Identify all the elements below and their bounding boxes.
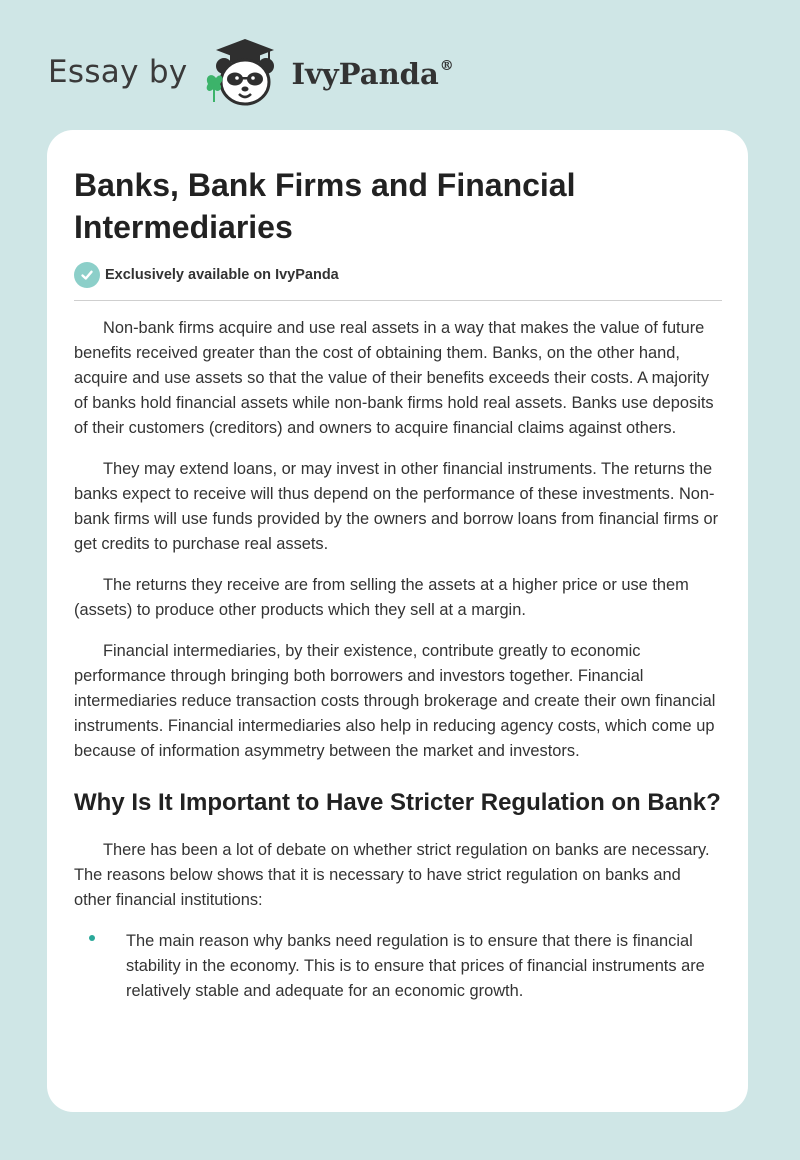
- exclusive-badge: [74, 260, 722, 290]
- section-heading: Why Is It Important to Have Stricter Regulation on Bank?: [74, 789, 721, 816]
- essay-by-label: Essay by: [48, 54, 188, 90]
- list-item-text: The main reason why banks need regulation is to ensure that there is financial stability in the economy. This is to ensure that prices of financial instruments are relatively stable and adequate for an economic growth.: [126, 932, 705, 1000]
- essay-title: Banks, Bank Firms and Financial Intermediaries: [74, 167, 576, 245]
- essay-card: [47, 130, 748, 1112]
- check-circle-icon: [74, 262, 100, 288]
- brand-name-text: IvyPanda: [291, 57, 439, 91]
- paragraph-4: Financial intermediaries, by their existence, contribute greatly to economic performance through bringing both borrowers and investors together. Financial intermediaries reduce transaction costs through brokerage and create their own financial instruments. Financial intermediaries also help in reducing agency costs, which come up because of information asymmetry between the market and investors.: [74, 642, 716, 760]
- paragraph-2: They may extend loans, or may invest in other financial instruments. The returns the banks expect to receive will thus depend on the performance of these investments. Non-bank firms will use funds provided by the owners and borrow loans from financial firms or get credits to purchase real assets.: [74, 460, 719, 553]
- exclusive-badge-label: Exclusively available on IvyPanda: [105, 267, 339, 283]
- panda-graduate-icon[interactable]: [202, 36, 288, 108]
- list-item: [74, 929, 722, 1004]
- paragraph-1: Non-bank firms acquire and use real assets in a way that makes the value of future benefits received greater than the cost of obtaining them. Banks, on the other hand, acquire and use assets so that the value of their benefits exceeds their costs. A majority of banks hold financial assets while non-bank firms hold real assets. Banks use deposits of their customers (creditors) and owners to acquire financial claims against others.: [74, 319, 714, 437]
- site-header: [48, 36, 454, 108]
- divider: [74, 300, 722, 301]
- registered-mark: ®: [439, 58, 454, 74]
- bullet-dot: [89, 935, 95, 941]
- paragraph-3: The returns they receive are from selling the assets at a higher price or use them (assets) to produce other products which they sell at a margin.: [74, 576, 689, 619]
- brand-name[interactable]: [292, 57, 454, 91]
- section-paragraph: There has been a lot of debate on whether strict regulation on banks are necessary. The reasons below shows that it is necessary to have strict regulation on banks and other financial institutions:: [74, 841, 710, 909]
- reasons-list: [74, 929, 722, 1004]
